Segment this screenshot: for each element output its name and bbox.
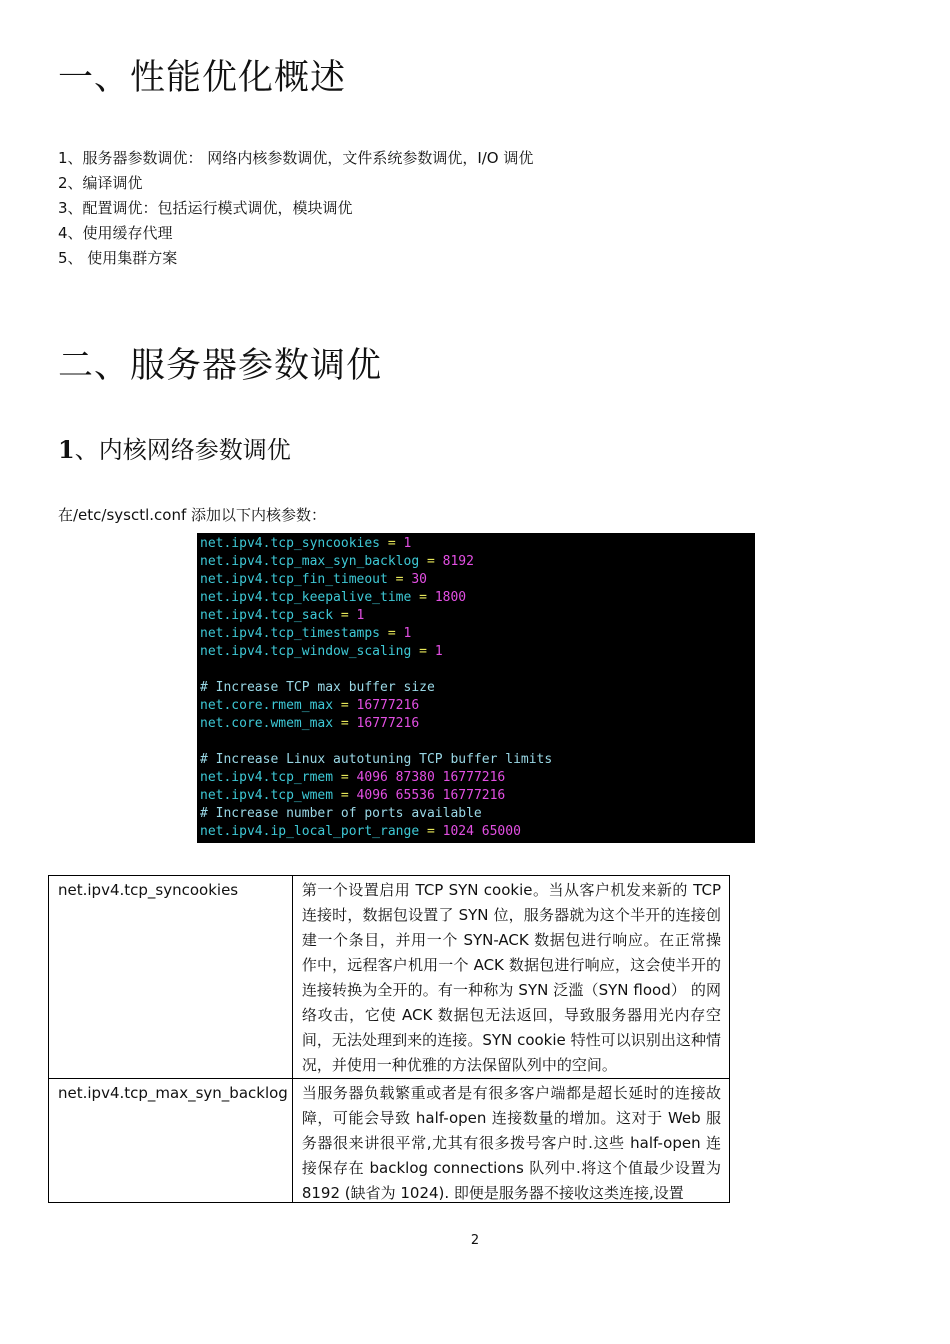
subsection-number: 1	[58, 435, 75, 464]
terminal-comment: # Increase Linux autotuning TCP buffer limits	[200, 752, 553, 767]
terminal-key: net.ipv4.tcp_rmem	[200, 770, 334, 785]
terminal-equals: =	[333, 608, 357, 623]
section1-title: 一、性能优化概述	[58, 58, 347, 98]
section2-title: 二、服务器参数调优	[58, 346, 383, 386]
terminal-key: net.ipv4.tcp_syncookies	[200, 536, 381, 551]
param-name: net.ipv4.tcp_max_syn_backlog	[49, 1079, 293, 1203]
terminal-key: net.ipv4.tcp_fin_timeout	[200, 572, 388, 587]
terminal-line	[200, 733, 755, 751]
intro-text: 在/etc/sysctl.conf 添加以下内核参数：	[58, 506, 327, 524]
terminal-equals: =	[333, 698, 357, 713]
terminal-line	[200, 661, 755, 679]
terminal-equals: =	[380, 536, 404, 551]
terminal-key: net.ipv4.tcp_wmem	[200, 788, 334, 803]
terminal-line	[200, 787, 755, 805]
terminal-value: 4096 65536 16777216	[356, 788, 506, 803]
terminal-equals: =	[333, 788, 357, 803]
list-item: 2、编译调优	[58, 174, 143, 192]
terminal-key: net.ipv4.tcp_sack	[200, 608, 334, 623]
terminal-line	[200, 607, 755, 625]
param-desc	[292, 1079, 729, 1203]
terminal-line	[200, 823, 755, 841]
terminal-value: 16777216	[356, 698, 420, 713]
list-item: 5、 使用集群方案	[58, 249, 178, 267]
terminal-line	[200, 679, 755, 697]
terminal-line	[200, 625, 755, 643]
terminal-comment: # Increase TCP max buffer size	[200, 680, 435, 695]
terminal-equals: =	[419, 824, 443, 839]
terminal-line	[200, 769, 755, 787]
page-number: 2	[470, 1233, 480, 1248]
terminal-value: 1024 65000	[442, 824, 521, 839]
terminal-line	[200, 751, 755, 769]
terminal-key: net.core.wmem_max	[200, 716, 334, 731]
terminal-equals: =	[387, 572, 412, 587]
terminal-value: 30	[411, 572, 427, 587]
subsection-title	[58, 430, 291, 465]
terminal-line	[200, 589, 755, 607]
terminal-equals: =	[411, 644, 435, 659]
terminal-line	[200, 715, 755, 733]
params-table	[48, 875, 730, 1203]
terminal-value: 16777216	[356, 716, 420, 731]
terminal-key: net.ipv4.tcp_keepalive_time	[200, 590, 412, 605]
optimization-list	[58, 146, 533, 271]
terminal-equals: =	[419, 554, 443, 569]
terminal-line	[200, 571, 755, 589]
param-desc: 第一个设置启用 TCP SYN cookie。当从客户机发来新的 TCP 连接时，数据包设置了 SYN 位，服务器就为这个半开的连接创建一个条目，并用一个 SYN-ACK 数据包进行响应。在正常操作中，远程客户机用一个 ACK 数据包进行响应，这会使半开的连接转换为全开的。有一种称为 SYN 泛滥（SYN flood） 的网络攻击，它使 ACK 数据包无法返回，导致服务器用光内存空间，无法处理到来的连接。SYN cookie 特性可以识别出这种情况，并使用一种优雅的方法保留队列中的空间。	[292, 876, 729, 1079]
terminal-value: 4096 87380 16777216	[356, 770, 506, 785]
terminal-line	[200, 553, 755, 571]
terminal-value: 1	[403, 536, 412, 551]
terminal-line	[200, 805, 755, 823]
list-item: 1、服务器参数调优： 网络内核参数调优，文件系统参数调优，I/O 调优	[58, 149, 534, 167]
terminal-key: net.ipv4.tcp_max_syn_backlog	[200, 554, 420, 569]
terminal-line	[200, 535, 755, 553]
table-row	[49, 876, 730, 1079]
terminal-value: 1	[356, 608, 365, 623]
terminal-key: net.ipv4.tcp_timestamps	[200, 626, 381, 641]
terminal-comment: # Increase number of ports available	[200, 806, 482, 821]
subsection-text: 、内核网络参数调优	[74, 436, 291, 464]
terminal-key: net.core.rmem_max	[200, 698, 334, 713]
terminal-equals: =	[333, 770, 357, 785]
param-name: net.ipv4.tcp_syncookies	[49, 876, 293, 1079]
terminal-key: net.ipv4.ip_local_port_range	[200, 824, 420, 839]
terminal-equals: =	[380, 626, 404, 641]
terminal-equals: =	[333, 716, 357, 731]
terminal-value: 1	[434, 644, 443, 659]
terminal-screenshot	[197, 533, 755, 843]
terminal-value: 8192	[442, 554, 474, 569]
table-row	[49, 1079, 730, 1203]
terminal-key: net.ipv4.tcp_window_scaling	[200, 644, 412, 659]
terminal-line	[200, 697, 755, 715]
list-item: 3、配置调优：包括运行模式调优，模块调优	[58, 199, 353, 217]
terminal-value: 1	[403, 626, 412, 641]
terminal-value: 1800	[434, 590, 467, 605]
terminal-line	[200, 643, 755, 661]
terminal-equals: =	[411, 590, 435, 605]
param-desc-text: 当服务器负载繁重或者是有很多客户端都是超长延时的连接故障，可能会导致 half-open 连接数量的增加。这对于 Web 服务器很来讲很平常,尤其有很多拨号客户时.这些 half-open 连接保存在 backlog connections 队列中.将这个值最少设置为 8192 (缺省为 1024). 即便是服务器不接收这类连接,设置	[301, 1084, 721, 1202]
list-item: 4、使用缓存代理	[58, 224, 173, 242]
